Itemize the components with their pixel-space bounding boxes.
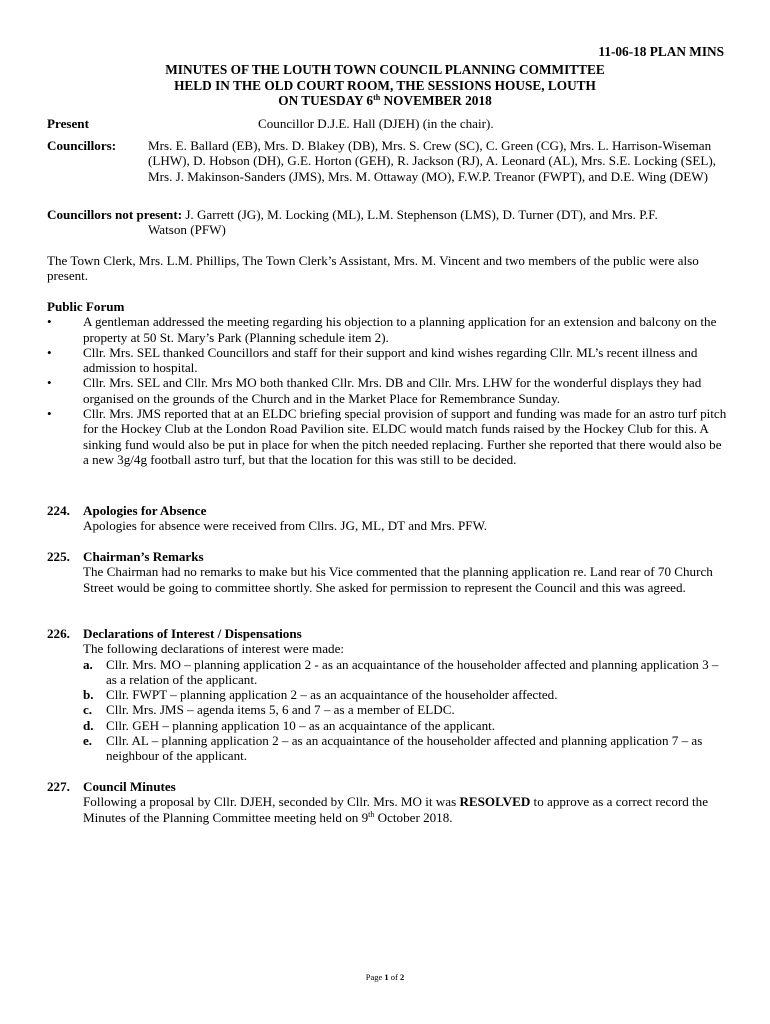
section-apologies [47,503,727,534]
list-item: • A gentleman addressed the meeting regarding his objection to a planning application for an extension and balcony on the property at 50 St. Mary’s Park (Planning schedule item 2). [47,314,717,345]
public-forum [47,299,727,467]
section-number: 225. [47,549,70,564]
public-forum-list [47,314,727,467]
section-intro: The following declarations of interest were made: [83,641,345,657]
section-number: 227. [47,779,70,794]
section-heading: Chairman’s Remarks [83,549,204,564]
section-text: Following a proposal by Cllr. DJEH, seconded by Cllr. Mrs. MO it was RESOLVED to approve as a correct record the Minutes of the Planning Committee meeting held on 9th October 2018. [83,794,709,825]
list-item: • Cllr. Mrs. SEL thanked Councillors and staff for their support and kind wishes regarding Cllr. ML’s recent illness and admission to hospital. [47,344,698,376]
attendance-note: The Town Clerk, Mrs. L.M. Phillips, The Town Clerk’s Assistant, Mrs. M. Vincent and two members of the public were also present. [47,253,699,284]
list-item: b. Cllr. FWPT – planning application 2 – as an acquaintance of the householder affected. [83,687,558,703]
page-footer: Page 1 of 2 [365,972,405,982]
section-chairmans-remarks [47,549,727,595]
minutes-title [0,62,770,109]
present-value: Councillor D.J.E. Hall (DJEH) (in the chair). [258,116,494,131]
section-text: The Chairman had no remarks to make but his Vice commented that the planning application re. Land rear of 70 Church Street would be going to committee shortly. She asked for permission to represent the Council and this was agreed. [83,564,713,595]
not-present-line-1: J. Garrett (JG), M. Locking (ML), L.M. Stephenson (LMS), D. Turner (DT), and Mrs. P.F. [182,207,658,222]
section-heading: Council Minutes [83,779,176,794]
section-declarations [47,626,727,764]
councillors-not-present [47,207,727,238]
bullet-icon: • [47,314,52,330]
section-council-minutes [47,779,727,825]
section-text: Apologies for absence were received from Cllrs. JG, ML, DT and Mrs. PFW. [83,518,488,534]
list-item: e. Cllr. AL – planning application 2 – as an acquaintance of the householder affected and planning application 7 – as neighbour of the applicant. [83,733,703,764]
page-number: 1 [384,972,389,982]
list-item: c. Cllr. Mrs. JMS – agenda items 5, 6 and 7 – as a member of ELDC. [83,702,455,718]
document-reference: 11-06-18 PLAN MINS [598,44,724,59]
title-line-3: ON TUESDAY 6th NOVEMBER 2018 [278,93,492,108]
list-item: d. Cllr. GEH – planning application 10 – as an acquaintance of the applicant. [83,717,496,733]
not-present-label: Councillors not present: [47,207,183,222]
bullet-icon: • [47,406,52,422]
resolved-keyword: RESOLVED [459,794,531,810]
page-total: 2 [400,972,405,982]
councillors-label: Councillors: [47,138,117,153]
list-item: • Cllr. Mrs. JMS reported that at an ELDC briefing special provision of support and funding was made for an astro turf pitch for the Hockey Club at the London Road Pavilion site. ELDC would match funds raised by the Hockey Club for this. A sinking fund would also be put in place for when the pitch needed replacing. Further she reported that there would also be a new 3g/4g football astro turf, but that the location for this was still to be decided. [47,406,727,467]
title-line-1: MINUTES OF THE LOUTH TOWN COUNCIL PLANNING COMMITTEE [165,62,605,77]
declarations-list [83,657,727,764]
bullet-icon: • [47,344,52,360]
councillors-list: Mrs. E. Ballard (EB), Mrs. D. Blakey (DB), Mrs. S. Crew (SC), C. Green (CG), Mrs. L. Harrison-Wiseman (LHW), D. Hobson (DH), G.E. Horton (GEH), R. Jackson (RJ), A. Leonard (AL), Mrs. S.E. Locking (SEL), Mrs. J. Makinson-Sanders (JMS), Mrs. M. Ottaway (MO), F.W.P. Treanor (FWPT), and D.E. Wing (DEW) [148,138,717,184]
title-line-2: HELD IN THE OLD COURT ROOM, THE SESSIONS HOUSE, LOUTH [174,77,596,93]
section-number: 224. [47,503,70,518]
section-number: 226. [47,626,70,641]
list-item: • Cllr. Mrs. SEL and Cllr. Mrs MO both thanked Cllr. Mrs. DB and Cllr. Mrs. LHW for the wonderful displays they had organised on the grounds of the Church and in the Market Place for Remembrance Sunday. [47,375,702,406]
section-heading: Declarations of Interest / Dispensations [83,626,302,641]
list-item: a. Cllr. Mrs. MO – planning application 2 - as an acquaintance of the householder affected and planning application 3 – as a relation of the applicant. [83,656,719,687]
bullet-icon: • [47,375,52,391]
not-present-line-2: Watson (PFW) [148,222,226,238]
section-heading: Apologies for Absence [83,503,207,518]
present-label: Present [47,116,89,131]
public-forum-heading: Public Forum [47,299,125,314]
